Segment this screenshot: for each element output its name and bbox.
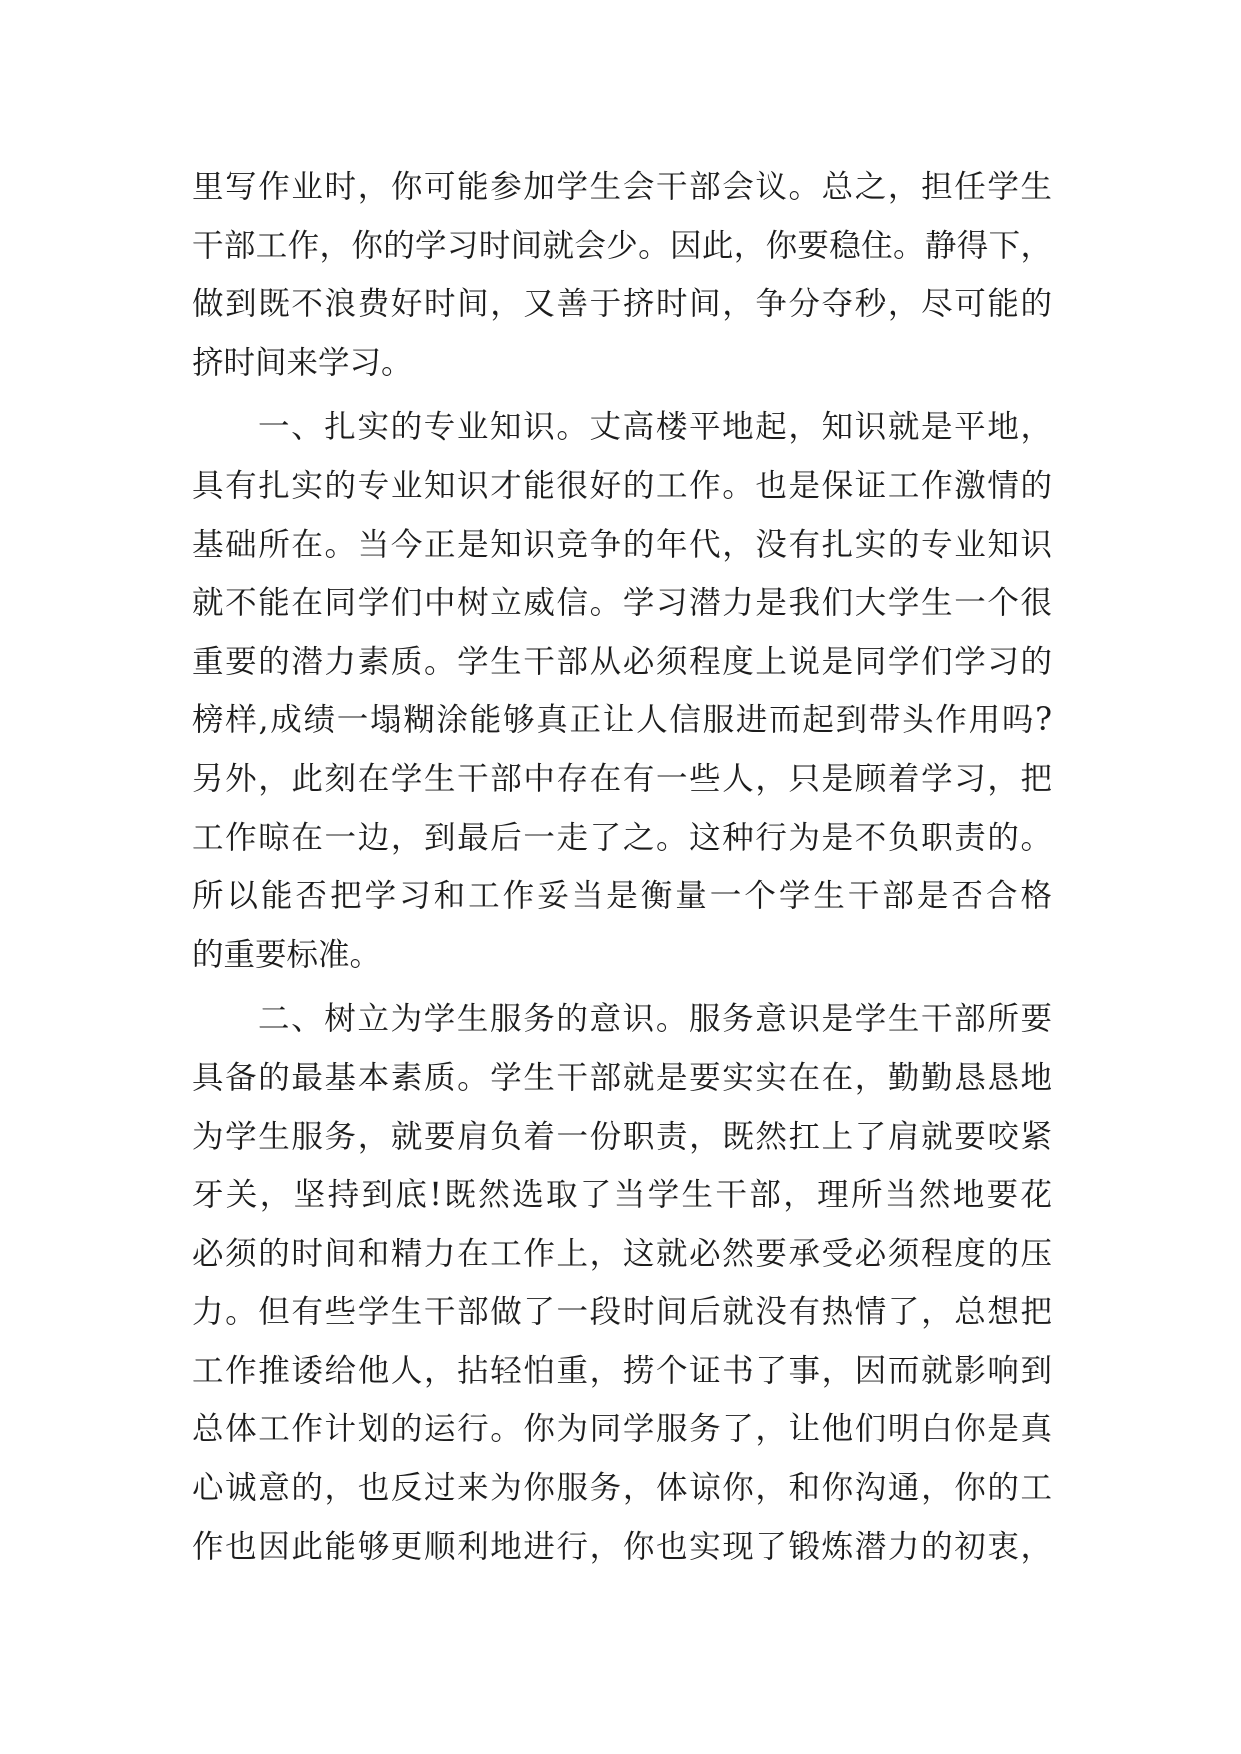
paragraph-1	[192, 158, 1052, 392]
paragraph-3	[192, 990, 1052, 1576]
text-line: 力。但有些学生干部做了一段时间后就没有热情了，总想把	[192, 1294, 1052, 1331]
text-line: 工作晾在一边，到最后一走了之。这种行为是不负职责的。	[192, 819, 1052, 856]
text-line: 干部工作，你的学习时间就会少。因此，你要稳住。静得下，	[192, 227, 1052, 264]
text-line: 就不能在同学们中树立威信。学习潜力是我们大学生一个很	[192, 585, 1052, 622]
text-line: 具有扎实的专业知识才能很好的工作。也是保证工作激情的	[192, 467, 1052, 504]
text-line: 所以能否把学习和工作妥当是衡量一个学生干部是否合格	[192, 878, 1052, 915]
text-line: 二、树立为学生服务的意识。服务意识是学生干部所要	[258, 1001, 1052, 1038]
text-line: 总体工作计划的运行。你为同学服务了，让他们明白你是真	[192, 1411, 1052, 1448]
text-line: 作也因此能够更顺利地进行，你也实现了锻炼潜力的初衷，	[192, 1528, 1052, 1565]
text-line: 挤时间来学习。	[192, 344, 413, 381]
text-line: 榜样,成绩一塌糊涂能够真正让人信服进而起到带头作用吗?	[192, 702, 1052, 739]
text-line: 另外，此刻在学生干部中存在有一些人，只是顾着学习，把	[192, 760, 1052, 797]
text-line: 一、扎实的专业知识。丈高楼平地起，知识就是平地，	[258, 409, 1052, 446]
text-line: 心诚意的，也反过来为你服务，体谅你，和你沟通，你的工	[192, 1470, 1052, 1507]
text-line: 的重要标准。	[192, 936, 382, 973]
text-line: 里写作业时，你可能参加学生会干部会议。总之，担任学生	[192, 169, 1052, 205]
text-line: 工作推诿给他人，拈轻怕重，捞个证书了事，因而就影响到	[192, 1352, 1052, 1389]
paragraph-2	[192, 398, 1052, 984]
document-body	[192, 158, 1052, 1576]
text-line: 具备的最基本素质。学生干部就是要实实在在，勤勤恳恳地	[192, 1059, 1052, 1096]
text-line: 基础所在。当今正是知识竞争的年代，没有扎实的专业知识	[192, 526, 1052, 563]
text-line: 必须的时间和精力在工作上，这就必然要承受必须程度的压	[192, 1235, 1052, 1272]
text-line: 重要的潜力素质。学生干部从必须程度上说是同学们学习的	[192, 643, 1052, 680]
text-line: 做到既不浪费好时间，又善于挤时间，争分夺秒，尽可能的	[192, 286, 1052, 323]
text-line: 牙关，坚持到底!既然选取了当学生干部，理所当然地要花	[192, 1177, 1052, 1214]
text-line: 为学生服务，就要肩负着一份职责，既然扛上了肩就要咬紧	[192, 1118, 1052, 1155]
